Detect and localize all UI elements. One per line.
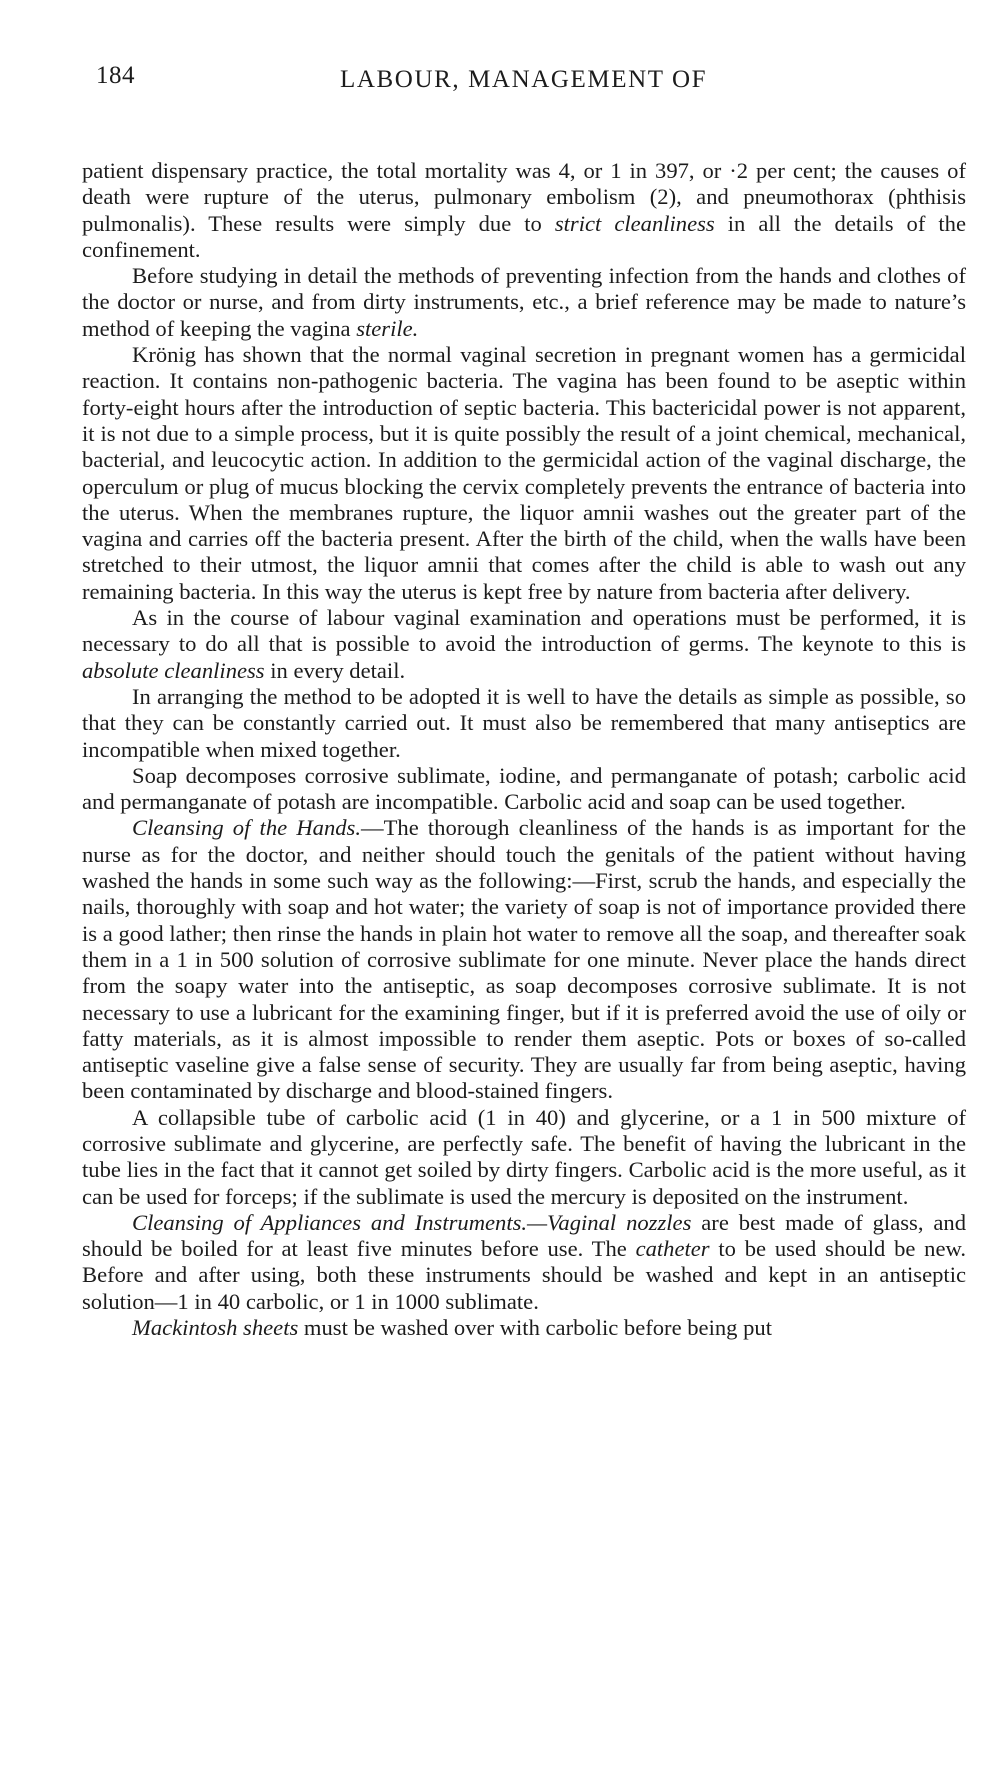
italic-run: sterile. — [356, 315, 419, 341]
text-run: In arranging the method to be adopted it is well to have the details as simple as possible, so that they can be constantly carried out. It must also be remembered that many antiseptics are incompatible when mixed together. — [82, 683, 966, 762]
paragraph-3 — [82, 342, 966, 605]
page-number: 184 — [96, 62, 135, 89]
italic-run: absolute cleanliness — [82, 657, 265, 683]
paragraph-5 — [82, 684, 966, 763]
text-run: Before studying in detail the methods of preventing infection from the hands and clothes of the doctor or nurse, and from dirty instruments, etc., a brief reference may be made to nature’s method of keeping the vagina — [82, 263, 966, 341]
text-run: Krönig has shown that the normal vaginal secretion in pregnant women has a germicidal reaction. It contains non-pathogenic bacteria. The vagina has been found to be aseptic within forty-eight hours after the introduction of septic bacteria. This bactericidal power is not apparent, it is not due to a simple process, but it is quite possibly the result of a joint chemical, mechanical, bacterial, and leucocytic action. In addition to the germicidal action of the vaginal discharge, the operculum or plug of mucus blocking the cervix completely prevents the entrance of bacteria into the uterus. When the membranes rupture, the liquor amnii washes out the greater part of the vagina and carries off the bacteria present. After the birth of the child, when the walls have been stretched to their utmost, the liquor amnii that comes after the child is able to wash out any remaining bacteria. In this way the uterus is kept free by nature from bacteria after delivery. — [82, 342, 966, 604]
text-run: in all the details of the confinement. — [82, 210, 966, 262]
running-head — [82, 54, 968, 100]
paragraph-7 — [82, 815, 966, 1104]
running-title: LABOUR, MANAGEMENT OF — [340, 66, 708, 93]
text-run: to be used should be new. Before and after using, both these instruments should be washed and kept in an antiseptic solution—1 in 40 carbolic, or 1 in 1000 sublimate. — [82, 1236, 967, 1314]
book-page — [82, 54, 968, 1744]
paragraph-4 — [82, 605, 966, 684]
text-run: —The thorough cleanliness of the hands is as important for the nurse as for the doctor, and neither should touch the genitals of the patient without having washed the hands in some such way as the following:—First, scrub the hands, and especially the nails, thoroughly with soap and hot water; the variety of soap is not of importance provided there is a good lather; then rinse the hands in plain hot water to remove all the soap, and thereafter soak them in a 1 in 500 solution of corrosive sublimate for one minute. Never place the hands direct from the soapy water into the antiseptic, as soap decomposes corrosive sublimate. It is not necessary to use a lubricant for the examining finger, but if it is preferred avoid the use of oily or fatty materials, as it is almost impossible to render them aseptic. Pots or boxes of so-called antiseptic vaseline give a false sense of security. They are usually far from being aseptic, having been contaminated by discharge and blood-stained fingers. — [82, 815, 967, 1104]
text-run: patient dispensary practice, the total mortality was 4, or 1 in 397, or ·2 per cent; the causes of death were rupture of the uterus, pulmonary embolism (2), and pneumothorax (phthisis pulmonalis). These results were simply due to — [82, 158, 966, 236]
paragraph-8 — [82, 1105, 966, 1210]
text-run: are best made of glass, and should be boiled for at least five minutes before use. The — [82, 1209, 966, 1262]
paragraph-1 — [82, 158, 966, 263]
italic-run: Cleansing of Appliances and Instruments.—Vaginal nozzles — [132, 1209, 692, 1235]
text-run: in every detail. — [264, 657, 406, 683]
italic-run: Mackintosh sheets — [132, 1315, 299, 1341]
paragraph-6 — [82, 763, 966, 816]
text-run: must be washed over with carbolic before being put — [298, 1315, 772, 1341]
body-text — [82, 158, 968, 1341]
text-run: A collapsible tube of carbolic acid (1 in 40) and glycerine, or a 1 in 500 mixture of corrosive sublimate and glycerine, are perfectly safe. The benefit of having the lubricant in the tube lies in the fact that it cannot get soiled by dirty fingers. Carbolic acid is the more useful, as it can be used for forceps; if the sublimate is used the mercury is deposited on the instrument. — [82, 1104, 966, 1209]
text-run: Soap decomposes corrosive sublimate, iodine, and permanganate of potash; carbolic acid and permanganate of potash are incompatible. Carbolic acid and soap can be used together. — [82, 762, 966, 815]
text-run: As in the course of labour vaginal examination and operations must be performed, it is necessary to do all that is possible to avoid the introduction of germs. The keynote to this is — [82, 605, 966, 657]
italic-run: catheter — [635, 1236, 710, 1262]
italic-run: Cleansing of the Hands. — [132, 815, 361, 841]
paragraph-9 — [82, 1210, 966, 1315]
paragraph-2 — [82, 263, 966, 342]
italic-run: strict cleanliness — [554, 210, 715, 236]
paragraph-10 — [82, 1315, 966, 1341]
